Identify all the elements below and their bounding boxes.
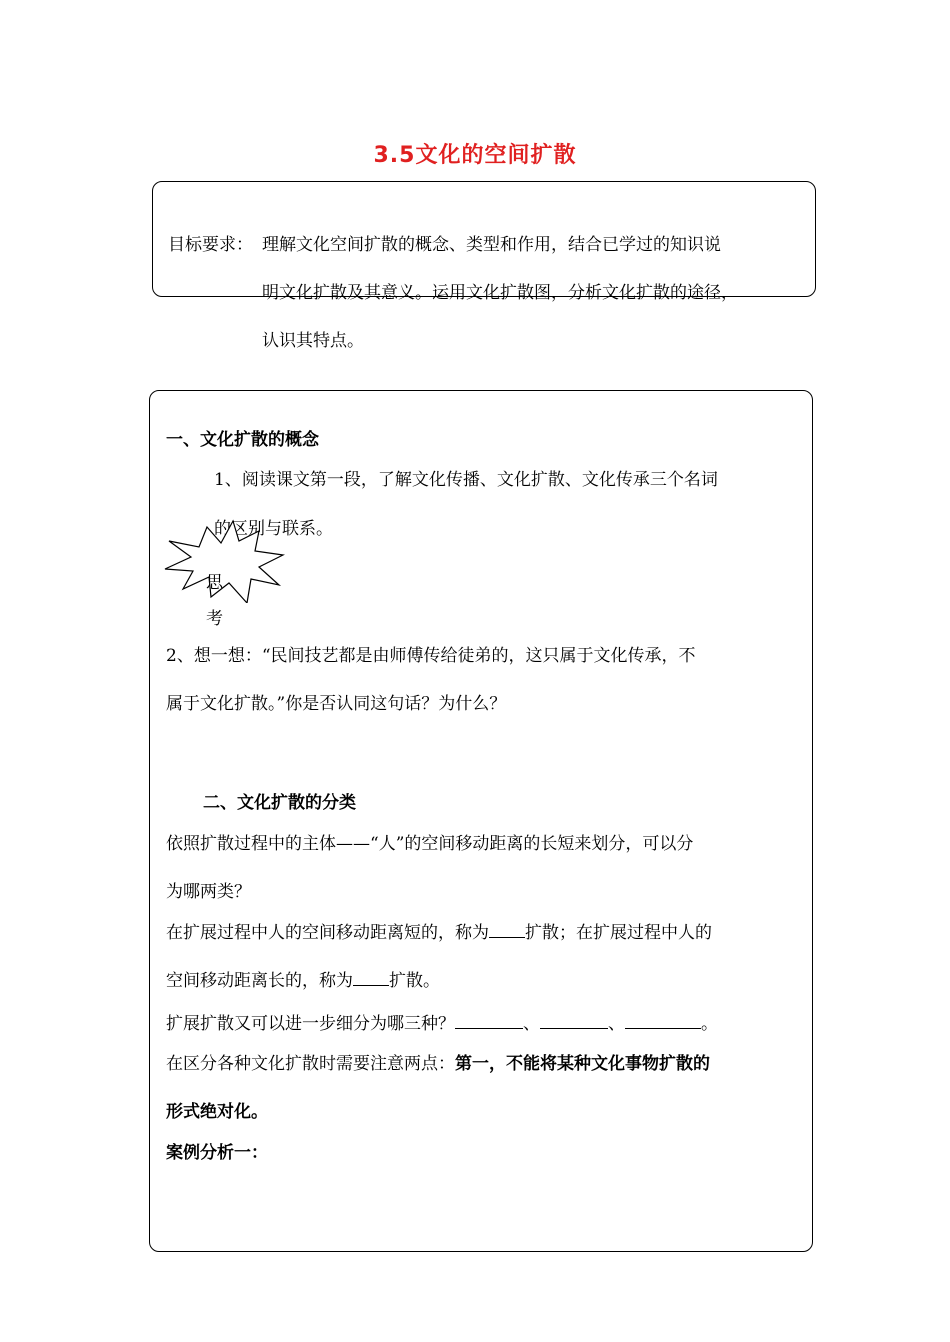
think-char-1: 思 — [206, 573, 223, 593]
goal-label: 目标要求： — [168, 235, 253, 255]
q2-text-1: 在扩展过程中人的空间移动距离短的，称为 — [166, 923, 489, 943]
goal-line-2: 明文化扩散及其意义。运用文化扩散图，分析文化扩散的途径， — [262, 283, 738, 303]
q2-text-2: 扩散；在扩展过程中人的 — [525, 923, 712, 943]
q3-sep-1: 、 — [523, 1014, 540, 1034]
section2-q3 — [166, 1009, 718, 1034]
section1-item2-line2: 属于文化扩散。”你是否认同这句话？为什么？ — [166, 694, 507, 714]
goal-line-1: 理解文化空间扩散的概念、类型和作用，结合已学过的知识说 — [262, 235, 721, 255]
section2-q2-line2 — [166, 966, 440, 991]
section2-q1-line2: 为哪两类？ — [166, 882, 251, 902]
section2-q2-line1 — [166, 918, 712, 943]
q3-end: 。 — [701, 1014, 718, 1034]
q3-text: 扩展扩散又可以进一步细分为哪三种？ — [166, 1014, 455, 1034]
page-title: 3.5文化的空间扩散 — [373, 143, 577, 168]
fill-blank-type-1[interactable] — [455, 1014, 523, 1029]
section1-item1-line2: 的区别与联系。 — [214, 519, 333, 539]
goal-line-3: 认识其特点。 — [262, 331, 364, 351]
section1-item1-line1: 1、阅读课文第一段，了解文化传播、文化扩散、文化传承三个名词 — [214, 470, 718, 490]
section2-note-line2: 形式绝对化。 — [166, 1102, 268, 1122]
think-char-2: 考 — [206, 609, 223, 629]
fill-blank-type-2[interactable] — [540, 1014, 608, 1029]
think-starburst-icon — [163, 519, 285, 603]
note-normal: 在区分各种文化扩散时需要注意两点： — [166, 1054, 455, 1074]
fill-blank-short-diffusion[interactable] — [489, 923, 525, 938]
fill-blank-type-3[interactable] — [625, 1014, 701, 1029]
section1-item2-line1: 2、想一想：“民间技艺都是由师傅传给徒弟的，这只属于文化传承，不 — [166, 646, 696, 666]
section1-heading: 一、文化扩散的概念 — [166, 430, 319, 450]
section2-q1-line1: 依照扩散过程中的主体——“人”的空间移动距离的长短来划分，可以分 — [166, 834, 694, 854]
section2-heading: 二、文化扩散的分类 — [203, 793, 356, 813]
q2-text-4: 扩散。 — [389, 971, 440, 991]
q3-sep-2: 、 — [608, 1014, 625, 1034]
q2-text-3: 空间移动距离长的，称为 — [166, 971, 353, 991]
fill-blank-long-diffusion[interactable] — [353, 971, 389, 986]
section2-note-line1 — [166, 1049, 710, 1074]
note-bold-1: 第一，不能将某种文化事物扩散的 — [455, 1054, 710, 1074]
case-analysis-heading: 案例分析一： — [166, 1143, 268, 1163]
